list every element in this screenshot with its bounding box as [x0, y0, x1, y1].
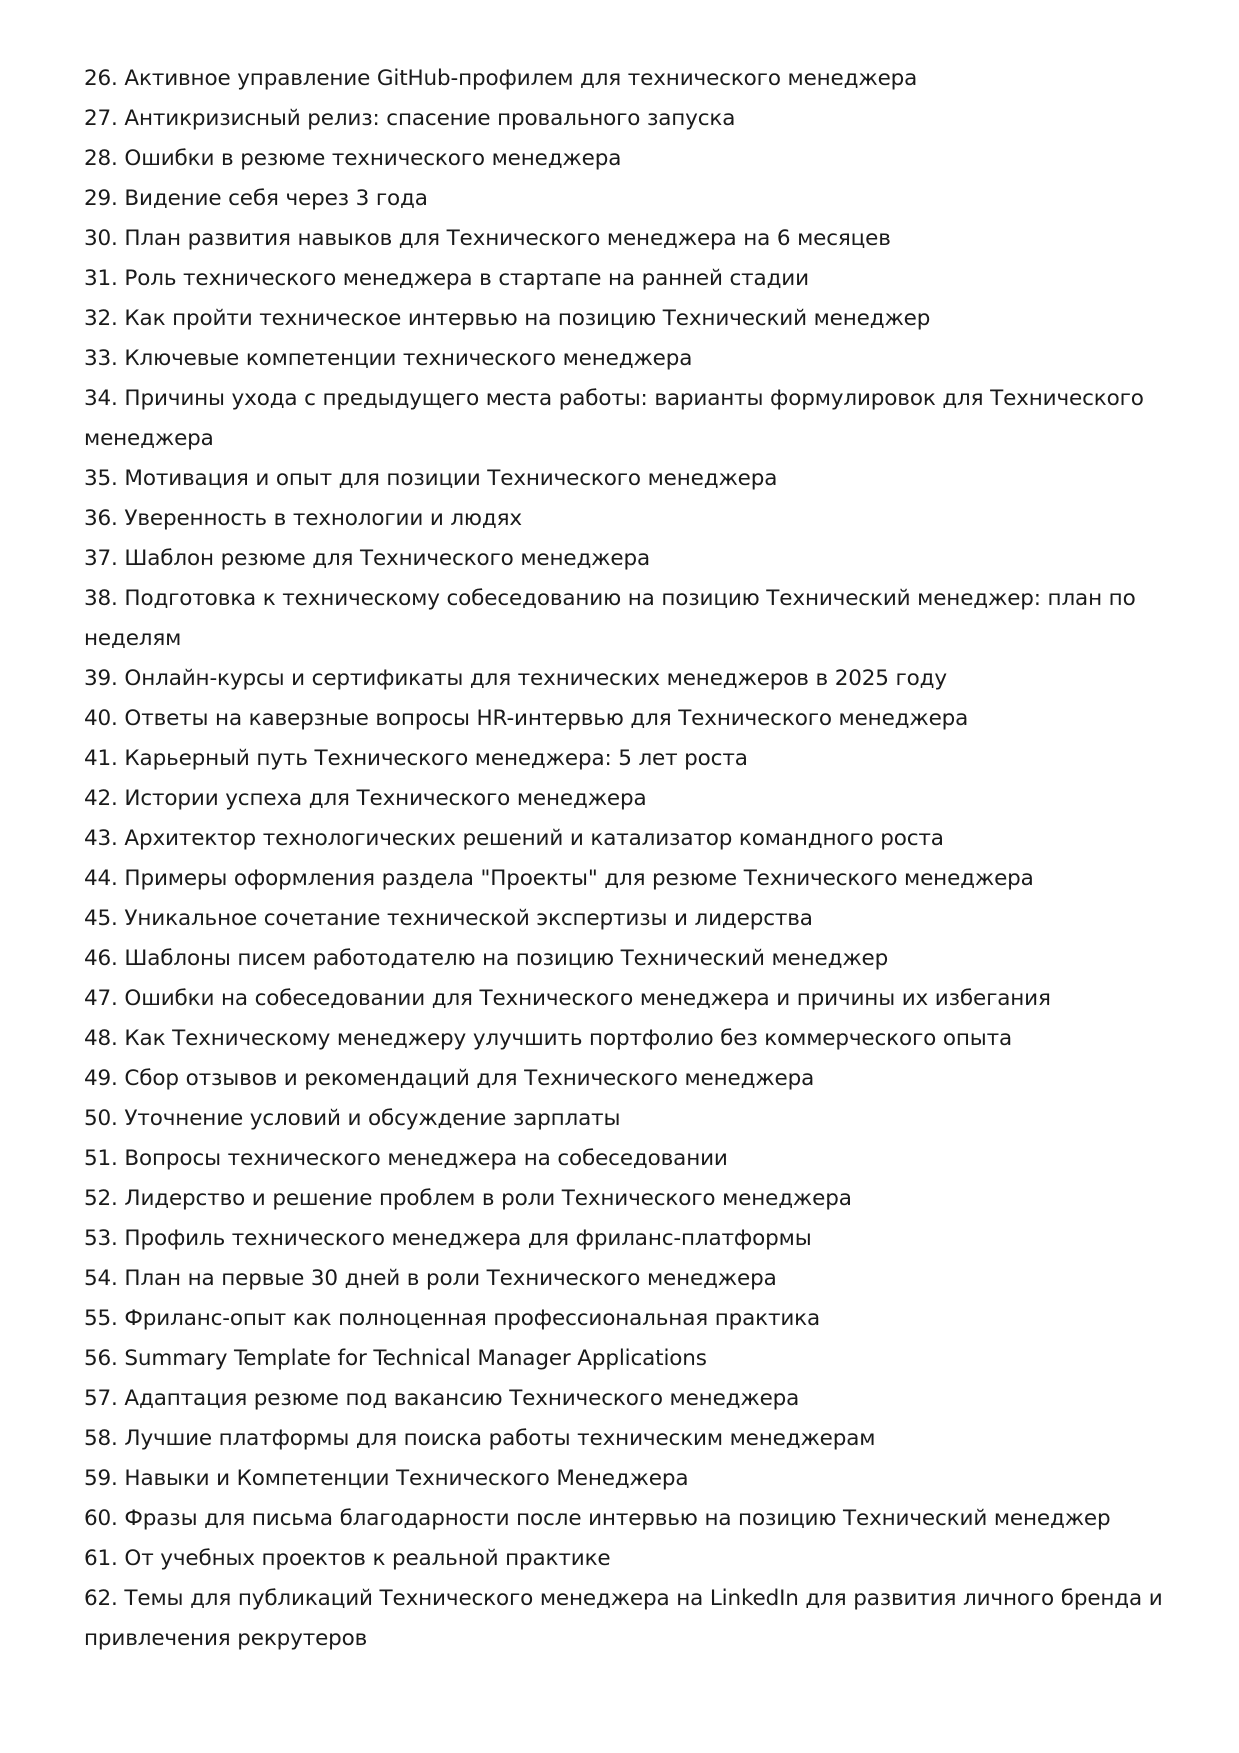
- list-item: 55. Фриланс-опыт как полноценная профессиональная практика: [84, 1306, 821, 1331]
- list-item: 39. Онлайн-курсы и сертификаты для технических менеджеров в 2025 году: [84, 666, 947, 691]
- topic-list: [84, 59, 1164, 1659]
- list-item: 29. Видение себя через 3 года: [84, 186, 428, 211]
- list-item: 43. Архитектор технологических решений и катализатор командного роста: [84, 826, 944, 851]
- list-item: 47. Ошибки на собеседовании для Технического менеджера и причины их избегания: [84, 986, 1051, 1011]
- list-item: 32. Как пройти техническое интервью на позицию Технический менеджер: [84, 306, 931, 331]
- list-item: 61. От учебных проектов к реальной практике: [84, 1546, 611, 1571]
- list-item: 53. Профиль технического менеджера для фриланс-платформы: [84, 1226, 812, 1251]
- list-item: 54. План на первые 30 дней в роли Технического менеджера: [84, 1266, 777, 1291]
- list-item: 27. Антикризисный релиз: спасение провального запуска: [84, 106, 736, 131]
- list-item: 52. Лидерство и решение проблем в роли Технического менеджера: [84, 1186, 852, 1211]
- list-item: 45. Уникальное сочетание технической экспертизы и лидерства: [84, 906, 813, 931]
- list-item: 38. Подготовка к техническому собеседованию на позицию Технический менеджер: план по неделям: [84, 586, 1136, 651]
- list-item: 51. Вопросы технического менеджера на собеседовании: [84, 1146, 728, 1171]
- list-item: 44. Примеры оформления раздела "Проекты" для резюме Технического менеджера: [84, 866, 1034, 891]
- list-item: 35. Мотивация и опыт для позиции Технического менеджера: [84, 466, 778, 491]
- list-item: 37. Шаблон резюме для Технического менеджера: [84, 546, 651, 571]
- list-item: 62. Темы для публикаций Технического менеджера на LinkedIn для развития личного бренда и привлечения рекрутеров: [84, 1586, 1163, 1651]
- list-item: 42. Истории успеха для Технического менеджера: [84, 786, 647, 811]
- list-item: 48. Как Техническому менеджеру улучшить портфолио без коммерческого опыта: [84, 1026, 1012, 1051]
- list-item: 28. Ошибки в резюме технического менеджера: [84, 146, 622, 171]
- list-item: 33. Ключевые компетенции технического менеджера: [84, 346, 693, 371]
- list-item: 31. Роль технического менеджера в стартапе на ранней стадии: [84, 266, 809, 291]
- list-item: 59. Навыки и Компетенции Технического Менеджера: [84, 1466, 689, 1491]
- list-item: 40. Ответы на каверзные вопросы HR-интервью для Технического менеджера: [84, 706, 969, 731]
- list-item: 49. Сбор отзывов и рекомендаций для Технического менеджера: [84, 1066, 815, 1091]
- list-item: 26. Активное управление GitHub-профилем для технического менеджера: [84, 66, 918, 91]
- list-item: 58. Лучшие платформы для поиска работы техническим менеджерам: [84, 1426, 876, 1451]
- list-item: 30. План развития навыков для Технического менеджера на 6 месяцев: [84, 226, 891, 251]
- list-item: 50. Уточнение условий и обсуждение зарплаты: [84, 1106, 621, 1131]
- list-item: 57. Адаптация резюме под вакансию Технического менеджера: [84, 1386, 800, 1411]
- list-item: 56. Summary Template for Technical Manager Applications: [84, 1346, 707, 1371]
- list-item: 36. Уверенность в технологии и людях: [84, 506, 522, 531]
- list-item: 46. Шаблоны писем работодателю на позицию Технический менеджер: [84, 946, 889, 971]
- list-item: 60. Фразы для письма благодарности после интервью на позицию Технический менеджер: [84, 1506, 1111, 1531]
- list-item: 34. Причины ухода с предыдущего места работы: варианты формулировок для Технического менеджера: [84, 386, 1144, 451]
- list-item: 41. Карьерный путь Технического менеджера: 5 лет роста: [84, 746, 748, 771]
